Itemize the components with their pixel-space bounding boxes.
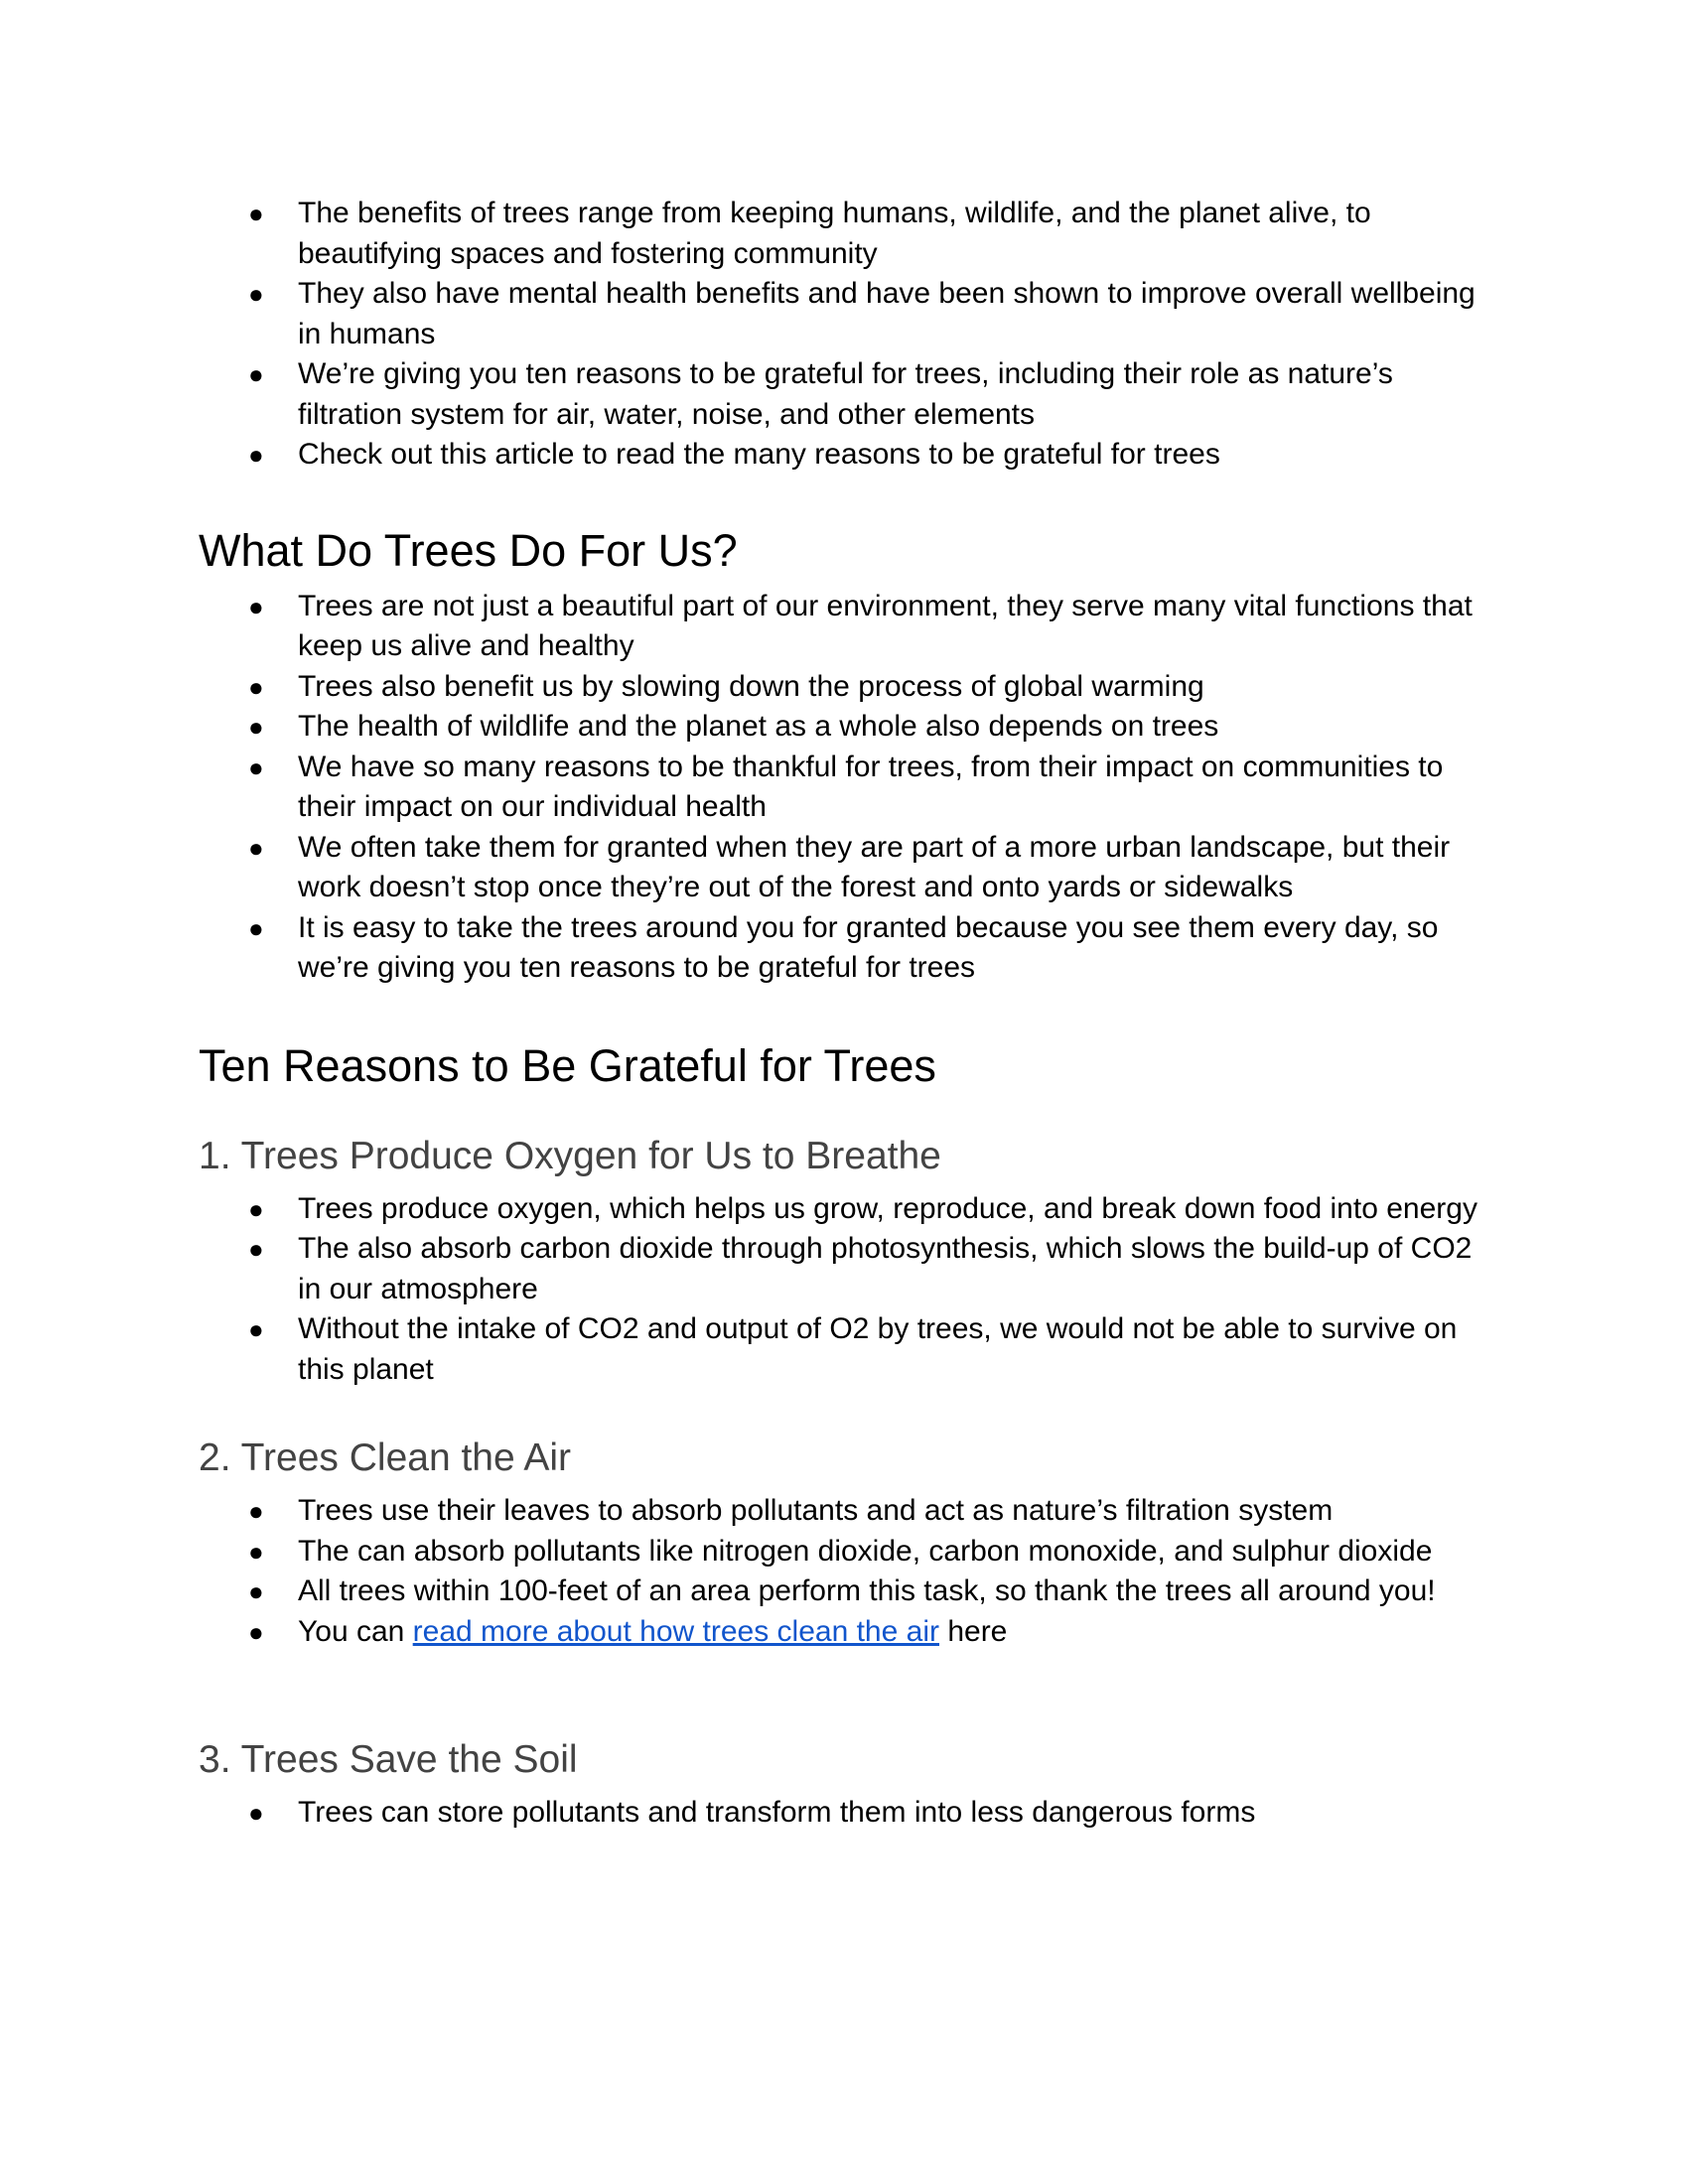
list-item: ● We often take them for granted when they are part of a more urban landscape, but their work doesn’t stop once they’re out of the forest and onto yards or sidewalks (298, 828, 1489, 908)
bullet-icon: ● (248, 1234, 264, 1264)
bullet-icon: ● (248, 1576, 264, 1606)
bullet-icon: ● (248, 279, 264, 309)
list-item: ● Trees are not just a beautiful part of our environment, they serve many vital functions that keep us alive and healthy (298, 587, 1489, 667)
list-item: ● The benefits of trees range from keeping humans, wildlife, and the planet alive, to beautifying spaces and fostering community (298, 194, 1489, 274)
clean-air-link[interactable]: read more about how trees clean the air (412, 1614, 939, 1648)
list-item: ● Check out this article to read the many reasons to be grateful for trees (298, 435, 1489, 476)
list-item: ● We have so many reasons to be thankful for trees, from their impact on communities to their impact on our individual health (298, 748, 1489, 828)
heading-ten-reasons: Ten Reasons to Be Grateful for Trees (199, 1039, 936, 1091)
bullet-icon: ● (248, 440, 264, 470)
heading-what-do-trees-do: What Do Trees Do For Us? (199, 524, 738, 576)
list-item: ● All trees within 100-feet of an area perform this task, so thank the trees all around you! (298, 1571, 1489, 1612)
bullet-icon: ● (248, 1193, 264, 1224)
list-item: ● It is easy to take the trees around you for granted because you see them every day, so we’re giving you ten reasons to be grateful for trees (298, 908, 1489, 989)
bullet-icon: ● (248, 1496, 264, 1526)
intro-bullet-list (199, 194, 1489, 476)
bullet-icon: ● (248, 1314, 264, 1344)
bullet-icon: ● (248, 1616, 264, 1647)
list-item: ● Without the intake of CO2 and output of O2 by trees, we would not be able to survive on this planet (298, 1309, 1489, 1390)
list-item: ● We’re giving you ten reasons to be grateful for trees, including their role as nature’s filtration system for air, water, noise, and other elements (298, 354, 1489, 435)
bullet-icon: ● (248, 912, 264, 943)
bullet-icon: ● (248, 712, 264, 742)
list-item: ● The health of wildlife and the planet as a whole also depends on trees (298, 707, 1489, 748)
bullet-icon: ● (248, 591, 264, 621)
bullet-icon: ● (248, 1536, 264, 1567)
document-page (199, 194, 1489, 1834)
heading-reason-1: 1. Trees Produce Oxygen for Us to Breathe (199, 1134, 941, 1177)
bullet-icon: ● (248, 1798, 264, 1828)
heading-reason-3: 3. Trees Save the Soil (199, 1738, 578, 1781)
reason-1-bullet-list (199, 1189, 1489, 1391)
reason-3-bullet-list (199, 1793, 1489, 1834)
list-item: ● Trees produce oxygen, which helps us grow, reproduce, and break down food into energy (298, 1189, 1489, 1230)
list-item: ● The also absorb carbon dioxide through photosynthesis, which slows the build-up of CO2 in our atmosphere (298, 1229, 1489, 1309)
heading-reason-2: 2. Trees Clean the Air (199, 1436, 572, 1479)
bullet-icon: ● (248, 832, 264, 863)
reason-2-bullet-list (199, 1491, 1489, 1652)
list-item: ● Trees also benefit us by slowing down the process of global warming (298, 667, 1489, 708)
bullet-icon: ● (248, 671, 264, 702)
bullet-icon: ● (248, 751, 264, 782)
bullet-icon: ● (248, 359, 264, 389)
list-item: ● Trees can store pollutants and transform them into less dangerous forms (298, 1793, 1489, 1834)
list-item: ● Trees use their leaves to absorb pollutants and act as nature’s filtration system (298, 1491, 1489, 1532)
list-item: ● You can read more about how trees clean the air here (298, 1612, 1489, 1653)
what-do-trees-do-bullet-list (199, 587, 1489, 989)
list-item: ● The can absorb pollutants like nitrogen dioxide, carbon monoxide, and sulphur dioxide (298, 1532, 1489, 1572)
bullet-icon: ● (248, 199, 264, 228)
list-item: ● They also have mental health benefits and have been shown to improve overall wellbeing in humans (298, 274, 1489, 354)
